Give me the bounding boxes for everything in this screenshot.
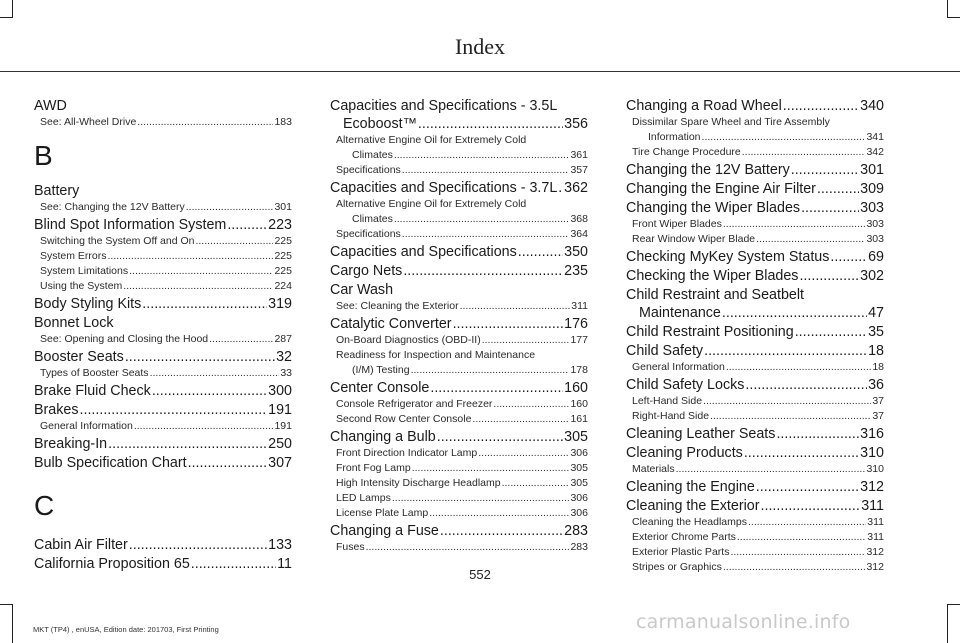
- leader-dots: [150, 366, 280, 381]
- leader-dots: [134, 419, 274, 434]
- leader-dots: [108, 249, 274, 264]
- entry-label: See: Changing the 12V Battery: [40, 201, 185, 213]
- entry-label: Changing the 12V Battery: [626, 162, 790, 178]
- entry-label: Tire Change Procedure: [632, 146, 741, 158]
- entry-label: Changing a Fuse: [330, 523, 439, 539]
- header-rule: [0, 71, 960, 72]
- index-subentry[interactable]: [626, 409, 884, 424]
- index-entry[interactable]: [34, 536, 292, 554]
- index-entry[interactable]: [330, 115, 588, 133]
- leader-dots: [756, 478, 859, 496]
- entry-label: Exterior Plastic Parts: [632, 546, 730, 558]
- leader-dots: [123, 279, 273, 294]
- index-entry-car-wash: Car Wash: [330, 282, 394, 298]
- entry-label: Right-Hand Side: [632, 410, 710, 422]
- entry-label: Front Fog Lamp: [336, 462, 411, 474]
- leader-dots: [748, 515, 866, 530]
- index-entry[interactable]: [330, 379, 588, 397]
- index-subentry-label: Readiness for Inspection and Maintenance: [336, 349, 536, 361]
- page-ref: 300: [268, 383, 292, 399]
- index-see-entry[interactable]: [34, 115, 292, 130]
- entry-label: Blind Spot Information System: [34, 217, 227, 233]
- entry-label: Checking MyKey System Status: [626, 249, 830, 265]
- page-ref: 69: [868, 249, 884, 265]
- page-ref: 342: [866, 146, 884, 158]
- index-entry[interactable]: [626, 304, 884, 322]
- index-subentry[interactable]: [626, 360, 884, 375]
- entry-label: Bulb Specification Chart: [34, 455, 187, 471]
- index-entry[interactable]: [330, 522, 588, 540]
- entry-label: Console Refrigerator and Freezer: [336, 398, 493, 410]
- crop-mark-top-right-h: [947, 17, 960, 18]
- index-entry[interactable]: [34, 382, 292, 400]
- index-entry[interactable]: [626, 323, 884, 341]
- page-ref: 312: [866, 546, 884, 558]
- index-subentry-label: Dissimilar Spare Wheel and Tire Assembly: [632, 116, 830, 128]
- entry-label: Climates: [352, 149, 393, 161]
- leader-dots: [730, 545, 865, 560]
- entry-label: High Intensity Discharge Headlamp: [336, 477, 501, 489]
- page-ref: 301: [860, 162, 884, 178]
- leader-dots: [795, 323, 867, 341]
- entry-label: Changing a Road Wheel: [626, 98, 782, 114]
- leader-dots: [702, 130, 866, 145]
- entry-label: Second Row Center Console: [336, 413, 472, 425]
- index-entry[interactable]: [330, 179, 588, 197]
- index-subentry[interactable]: [626, 545, 884, 560]
- index-entry[interactable]: [626, 342, 884, 360]
- entry-label: Climates: [352, 213, 393, 225]
- index-entry[interactable]: [330, 243, 588, 261]
- entry-label: Cleaning the Exterior: [626, 498, 760, 514]
- index-entry-capacities-3-5l: Capacities and Specifications - 3.5L: [330, 98, 558, 114]
- entry-label: Switching the System Off and On: [40, 235, 195, 247]
- page-ref: 35: [868, 324, 884, 340]
- page-ref: 303: [866, 233, 884, 245]
- section-letter-c: C: [34, 490, 55, 521]
- crop-mark-bottom-left-h: [0, 604, 13, 605]
- index-subentry[interactable]: [330, 397, 588, 412]
- index-subentry[interactable]: [626, 217, 884, 232]
- leader-dots: [142, 295, 267, 313]
- page-ref: 133: [268, 537, 292, 553]
- leader-dots: [80, 401, 268, 419]
- index-subentry[interactable]: [330, 491, 588, 506]
- leader-dots: [726, 360, 872, 375]
- entry-label: Ecoboost™: [343, 116, 417, 132]
- index-entry[interactable]: [626, 97, 884, 115]
- entry-label: Rear Window Wiper Blade: [632, 233, 756, 245]
- page-ref: 191: [268, 402, 292, 418]
- page-ref: 357: [570, 164, 588, 176]
- entry-label: Materials: [632, 463, 675, 475]
- leader-dots: [704, 342, 867, 360]
- page-ref: 225: [274, 235, 292, 247]
- entry-label: Fuses: [336, 541, 365, 553]
- leader-dots: [402, 227, 570, 242]
- entry-label: See: All-Wheel Drive: [40, 116, 137, 128]
- page-ref: 364: [570, 228, 588, 240]
- leader-dots: [125, 348, 275, 366]
- leader-dots: [722, 304, 867, 322]
- crop-mark-bottom-right-v: [947, 604, 948, 643]
- entry-label: Brake Fluid Check: [34, 383, 151, 399]
- index-entry[interactable]: [330, 315, 588, 333]
- entry-label: Capacities and Specifications - 3.7L: [330, 180, 558, 196]
- leader-dots: [188, 454, 268, 472]
- page-ref: 37: [872, 410, 884, 422]
- index-subentry[interactable]: [330, 476, 588, 491]
- entry-label: Using the System: [40, 280, 123, 292]
- index-subentry-label: Alternative Engine Oil for Extremely Cold: [336, 198, 527, 210]
- watermark: carmanualsonline.info: [636, 611, 851, 633]
- crop-mark-bottom-right-h: [947, 604, 960, 605]
- leader-dots: [402, 163, 570, 178]
- page-ref: 312: [860, 479, 884, 495]
- page-ref: 303: [860, 200, 884, 216]
- entry-label: (I/M) Testing: [352, 364, 410, 376]
- index-entry[interactable]: [626, 497, 884, 515]
- leader-dots: [776, 425, 859, 443]
- page-ref: 306: [570, 492, 588, 504]
- index-subentry[interactable]: [34, 366, 292, 381]
- section-letter-b: B: [34, 140, 53, 171]
- entry-label: Brakes: [34, 402, 79, 418]
- entry-label: Specifications: [336, 228, 401, 240]
- entry-label: Catalytic Converter: [330, 316, 452, 332]
- entry-label: Center Console: [330, 380, 430, 396]
- page-ref: 305: [570, 462, 588, 474]
- page-ref: 191: [274, 420, 292, 432]
- index-column-3: [626, 96, 884, 575]
- leader-dots: [478, 446, 569, 461]
- entry-label: Child Restraint Positioning: [626, 324, 794, 340]
- entry-label: Stripes or Graphics: [632, 561, 722, 573]
- index-subentry[interactable]: [330, 333, 588, 348]
- page-ref: 183: [274, 116, 292, 128]
- index-entry[interactable]: [330, 262, 588, 280]
- page-ref: 305: [570, 477, 588, 489]
- page-ref: 177: [570, 334, 588, 346]
- page-ref: 160: [570, 398, 588, 410]
- entry-label: Child Safety: [626, 343, 704, 359]
- leader-dots: [737, 530, 866, 545]
- index-subentry[interactable]: [626, 130, 884, 145]
- crop-mark-top-right-v: [947, 0, 948, 18]
- entry-label: Front Wiper Blades: [632, 218, 722, 230]
- page-ref: 310: [860, 445, 884, 461]
- leader-dots: [817, 180, 859, 198]
- entry-label: Cleaning Products: [626, 445, 743, 461]
- crop-mark-bottom-left-v: [12, 604, 13, 643]
- entry-label: On-Board Diagnostics (OBD-II): [336, 334, 481, 346]
- entry-label: Cleaning the Headlamps: [632, 516, 747, 528]
- leader-dots: [366, 540, 570, 555]
- page-ref: 311: [861, 498, 884, 514]
- entry-label: Exterior Chrome Parts: [632, 531, 736, 543]
- leader-dots: [108, 435, 267, 453]
- leader-dots: [418, 115, 563, 133]
- entry-label: Capacities and Specifications: [330, 244, 517, 260]
- index-subentry[interactable]: [330, 540, 588, 555]
- leader-dots: [403, 262, 563, 280]
- leader-dots: [703, 394, 871, 409]
- crop-mark-top-left-v: [12, 0, 13, 18]
- page-ref: 225: [274, 265, 292, 277]
- leader-dots: [411, 363, 570, 378]
- index-subentry[interactable]: [626, 145, 884, 160]
- entry-label: Cargo Nets: [330, 263, 403, 279]
- entry-label: Front Direction Indicator Lamp: [336, 447, 478, 459]
- entry-label: Types of Booster Seats: [40, 367, 149, 379]
- leader-dots: [392, 491, 570, 506]
- page-ref: 250: [268, 436, 292, 452]
- entry-label: Changing the Wiper Blades: [626, 200, 801, 216]
- index-entry[interactable]: [626, 199, 884, 217]
- leader-dots: [791, 161, 859, 179]
- index-entry[interactable]: [626, 478, 884, 496]
- entry-label: Child Safety Locks: [626, 377, 745, 393]
- page-ref: 306: [570, 507, 588, 519]
- leader-dots: [394, 212, 570, 227]
- entry-label: Changing a Bulb: [330, 429, 436, 445]
- leader-dots: [783, 97, 859, 115]
- page-ref: 309: [860, 181, 884, 197]
- index-subentry[interactable]: [330, 446, 588, 461]
- entry-label: Cleaning Leather Seats: [626, 426, 776, 442]
- leader-dots: [460, 299, 571, 314]
- index-entry[interactable]: [34, 348, 292, 366]
- index-subentry[interactable]: [626, 515, 884, 530]
- leader-dots: [502, 476, 570, 491]
- index-entry-child-restraint-maintenance: Child Restraint and Seatbelt: [626, 287, 805, 303]
- page-ref: 223: [268, 217, 292, 233]
- index-subentry[interactable]: [626, 394, 884, 409]
- page-ref: 18: [868, 343, 884, 359]
- page-ref: 32: [276, 349, 292, 365]
- entry-label: Booster Seats: [34, 349, 124, 365]
- index-subentry[interactable]: [330, 412, 588, 427]
- entry-label: Changing the Engine Air Filter: [626, 181, 816, 197]
- leader-dots: [676, 462, 866, 477]
- index-entry[interactable]: [34, 401, 292, 419]
- entry-label: See: Cleaning the Exterior: [336, 300, 459, 312]
- entry-label: See: Opening and Closing the Hood: [40, 333, 209, 345]
- index-entry[interactable]: [626, 180, 884, 198]
- entry-label: Specifications: [336, 164, 401, 176]
- entry-label: Checking the Wiper Blades: [626, 268, 799, 284]
- entry-label: Left-Hand Side: [632, 395, 703, 407]
- index-entry[interactable]: [626, 376, 884, 394]
- leader-dots: [209, 332, 273, 347]
- index-entry-battery: Battery: [34, 183, 80, 199]
- index-subentry[interactable]: [34, 279, 292, 294]
- leader-dots: [723, 217, 866, 232]
- page-ref: 33: [280, 367, 292, 379]
- entry-label: Maintenance: [639, 305, 721, 321]
- index-subentry[interactable]: [34, 419, 292, 434]
- page-ref: 11: [277, 556, 292, 572]
- index-column-1: [34, 96, 292, 573]
- page-ref: 316: [860, 426, 884, 442]
- page-ref: 301: [274, 201, 292, 213]
- leader-dots: [440, 522, 563, 540]
- leader-dots: [394, 148, 570, 163]
- leader-dots: [830, 248, 867, 266]
- entry-label: Body Styling Kits: [34, 296, 142, 312]
- index-subentry[interactable]: [34, 249, 292, 264]
- index-see-entry[interactable]: [330, 299, 588, 314]
- page-ref: 178: [570, 364, 588, 376]
- index-subentry[interactable]: [330, 506, 588, 521]
- entry-label: License Plate Lamp: [336, 507, 429, 519]
- page-ref: 341: [866, 131, 884, 143]
- index-subentry[interactable]: [330, 461, 588, 476]
- page-ref: 312: [866, 561, 884, 573]
- page-ref: 361: [570, 149, 588, 161]
- index-entry-bonnet-lock: Bonnet Lock: [34, 315, 114, 331]
- page-ref: 161: [570, 413, 588, 425]
- page-title: Index: [454, 34, 506, 59]
- leader-dots: [412, 461, 570, 476]
- index-entry[interactable]: [330, 428, 588, 446]
- page-ref: 340: [860, 98, 884, 114]
- leader-dots: [186, 200, 274, 215]
- entry-label: System Limitations: [40, 265, 129, 277]
- index-subentry[interactable]: [330, 212, 588, 227]
- edition-footer: MKT (TP4) , enUSA, Edition date: 201703, First Printing: [33, 625, 219, 634]
- index-subentry[interactable]: [626, 232, 884, 247]
- page-ref: 18: [872, 361, 884, 373]
- leader-dots: [227, 216, 267, 234]
- index-entry[interactable]: [34, 295, 292, 313]
- leader-dots: [744, 444, 859, 462]
- entry-label: California Proposition 65: [34, 556, 190, 572]
- entry-label: LED Lamps: [336, 492, 391, 504]
- leader-dots: [437, 428, 563, 446]
- entry-label: Cabin Air Filter: [34, 537, 128, 553]
- index-subentry[interactable]: [330, 363, 588, 378]
- leader-dots: [453, 315, 564, 333]
- index-see-entry[interactable]: [34, 200, 292, 215]
- leader-dots: [756, 232, 865, 247]
- page-ref: 307: [268, 455, 292, 471]
- page-ref: 311: [867, 531, 884, 543]
- leader-dots: [558, 179, 563, 197]
- index-entry[interactable]: [34, 216, 292, 234]
- page-ref: 235: [564, 263, 588, 279]
- page-ref: 311: [571, 300, 588, 312]
- crop-mark-top-left-h: [0, 17, 13, 18]
- index-subentry[interactable]: [330, 148, 588, 163]
- page-ref: 160: [564, 380, 588, 396]
- index-entry[interactable]: [626, 161, 884, 179]
- index-entry[interactable]: [626, 248, 884, 266]
- entry-label: General Information: [40, 420, 133, 432]
- page-ref: 350: [564, 244, 588, 260]
- index-subentry[interactable]: [34, 234, 292, 249]
- index-entry-awd: AWD: [34, 98, 67, 114]
- page-ref: 176: [564, 316, 588, 332]
- leader-dots: [710, 409, 871, 424]
- index-subentry[interactable]: [34, 264, 292, 279]
- page-ref: 356: [564, 116, 588, 132]
- leader-dots: [482, 333, 570, 348]
- page-ref: 306: [570, 447, 588, 459]
- index-entry[interactable]: [34, 435, 292, 453]
- leader-dots: [799, 267, 859, 285]
- page-ref: 305: [564, 429, 588, 445]
- leader-dots: [129, 536, 267, 554]
- page-number: 552: [469, 567, 491, 582]
- page-ref: 311: [867, 516, 884, 528]
- entry-label: General Information: [632, 361, 725, 373]
- page-ref: 368: [570, 213, 588, 225]
- index-entry[interactable]: [626, 444, 884, 462]
- index-entry[interactable]: [626, 425, 884, 443]
- index-column-2: [330, 96, 588, 555]
- entry-label: System Errors: [40, 250, 107, 262]
- index-subentry[interactable]: [330, 163, 588, 178]
- leader-dots: [493, 397, 569, 412]
- leader-dots: [430, 379, 563, 397]
- page-ref: 47: [868, 305, 884, 321]
- index-see-entry[interactable]: [34, 332, 292, 347]
- page-ref: 36: [868, 377, 884, 393]
- leader-dots: [152, 382, 267, 400]
- leader-dots: [745, 376, 867, 394]
- index-subentry[interactable]: [330, 227, 588, 242]
- leader-dots: [742, 145, 866, 160]
- page-ref: 319: [268, 296, 292, 312]
- leader-dots: [518, 243, 563, 261]
- entry-label: Breaking-In: [34, 436, 108, 452]
- leader-dots: [195, 234, 273, 249]
- page-ref: 225: [274, 250, 292, 262]
- leader-dots: [761, 497, 861, 515]
- leader-dots: [429, 506, 569, 521]
- page-ref: 303: [866, 218, 884, 230]
- entry-label: Cleaning the Engine: [626, 479, 755, 495]
- page-ref: 37: [872, 395, 884, 407]
- leader-dots: [801, 199, 859, 217]
- index-entry[interactable]: [626, 267, 884, 285]
- index-entry[interactable]: [34, 454, 292, 472]
- page-ref: 310: [866, 463, 884, 475]
- index-subentry[interactable]: [626, 530, 884, 545]
- leader-dots: [472, 412, 569, 427]
- index-subentry-label: Alternative Engine Oil for Extremely Cold: [336, 134, 527, 146]
- leader-dots: [129, 264, 273, 279]
- index-subentry[interactable]: [626, 462, 884, 477]
- leader-dots: [137, 115, 273, 130]
- page-ref: 302: [860, 268, 884, 284]
- page-ref: 283: [570, 541, 588, 553]
- page-ref: 283: [564, 523, 588, 539]
- entry-label: Information: [648, 131, 701, 143]
- page-ref: 224: [274, 280, 292, 292]
- page-ref: 362: [564, 180, 588, 196]
- page-ref: 287: [274, 333, 292, 345]
